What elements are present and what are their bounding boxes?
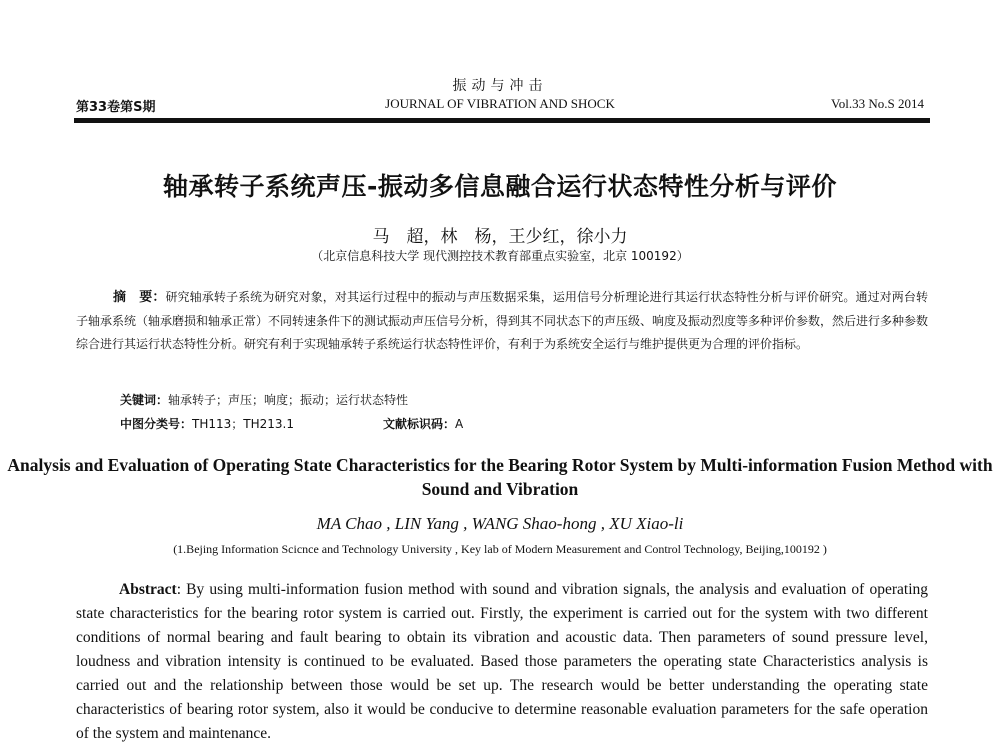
keywords-text: 轴承转子；声压；响度；振动；运行状态特性 — [168, 393, 409, 407]
abstract-cn-text: 研究轴承转子系统为研究对象，对其运行过程中的振动与声压数据采集，运用信号分析理论进行其运行状态特性分析与评价研究。通过对两台转子轴承系统（轴承磨损和轴承正常）不同转速条件下的测试振动声压信号分析，得到其不同状态下的声压级、响度及振动烈度等多种评价参数，然后进行多种参数综合进行其运行状态特性分析。研究有利于实现轴承转子系统运行状态特性评价，有利于为系统安全运行与维护提供更为合理的评价指标。 — [76, 290, 929, 351]
doc-code-value: A — [455, 417, 464, 431]
paper-title-en: Analysis and Evaluation of Operating State Characteristics for the Bearing Rotor System by Multi-information Fusion Method with Sound and Vibration — [7, 455, 993, 499]
keywords-label: 关键词： — [120, 393, 169, 407]
affiliation-en: (1.Bejing Information Scicnce and Technology University , Key lab of Modern Measurement and Control Technology, Beijing,100192 ) — [173, 542, 827, 556]
document-code — [383, 415, 463, 432]
doc-code-label: 文献标识码： — [383, 417, 456, 431]
authors-cn: 马 超，林 杨，王少红，徐小力 — [372, 227, 628, 247]
volume-issue-cn: 第33卷第S期 — [76, 100, 156, 115]
clc-number — [120, 415, 294, 432]
affiliation-cn: （北京信息科技大学 现代测控技术教育部重点实验室，北京 100192） — [311, 249, 689, 263]
volume-issue-en: Vol.33 No.S 2014 — [831, 96, 924, 111]
authors-en: MA Chao , LIN Yang , WANG Shao-hong , XU Xiao-li — [316, 514, 684, 533]
abstract-en-text: : By using multi-information fusion method with sound and vibration signals, the analysis and evaluation of operating state characteristics for the bearing rotor system is carried out. Firstly, the experiment is carried out for the system with two different conditions of normal bearing and fault bearing to obtain its vibration and acoustic data. Then parameters of sound pressure level, loudness and vibration intensity is continued to be evaluated. Based those parameters the operating state Characteristics analysis is carried out and the relationship between those would be set up. The research would be better understanding the operating state characteristics of bearing rotor system, also it would be conducive to determine reasonable evaluation parameters for the safe operation of the system and maintenance. — [76, 581, 928, 742]
header-rule — [74, 118, 930, 123]
journal-name-cn: 振动与冲击 — [452, 78, 548, 94]
abstract-en-label: Abstract — [119, 581, 177, 598]
clc-value: TH113；TH213.1 — [192, 417, 294, 431]
paper-title-cn: 轴承转子系统声压-振动多信息融合运行状态特性分析与评价 — [163, 172, 837, 201]
abstract-cn — [76, 286, 928, 357]
journal-name-en: JOURNAL OF VIBRATION AND SHOCK — [385, 96, 615, 111]
clc-label: 中图分类号： — [120, 417, 193, 431]
abstract-en — [76, 578, 928, 746]
keywords-cn — [120, 391, 408, 408]
abstract-cn-label: 摘 要： — [113, 290, 166, 305]
